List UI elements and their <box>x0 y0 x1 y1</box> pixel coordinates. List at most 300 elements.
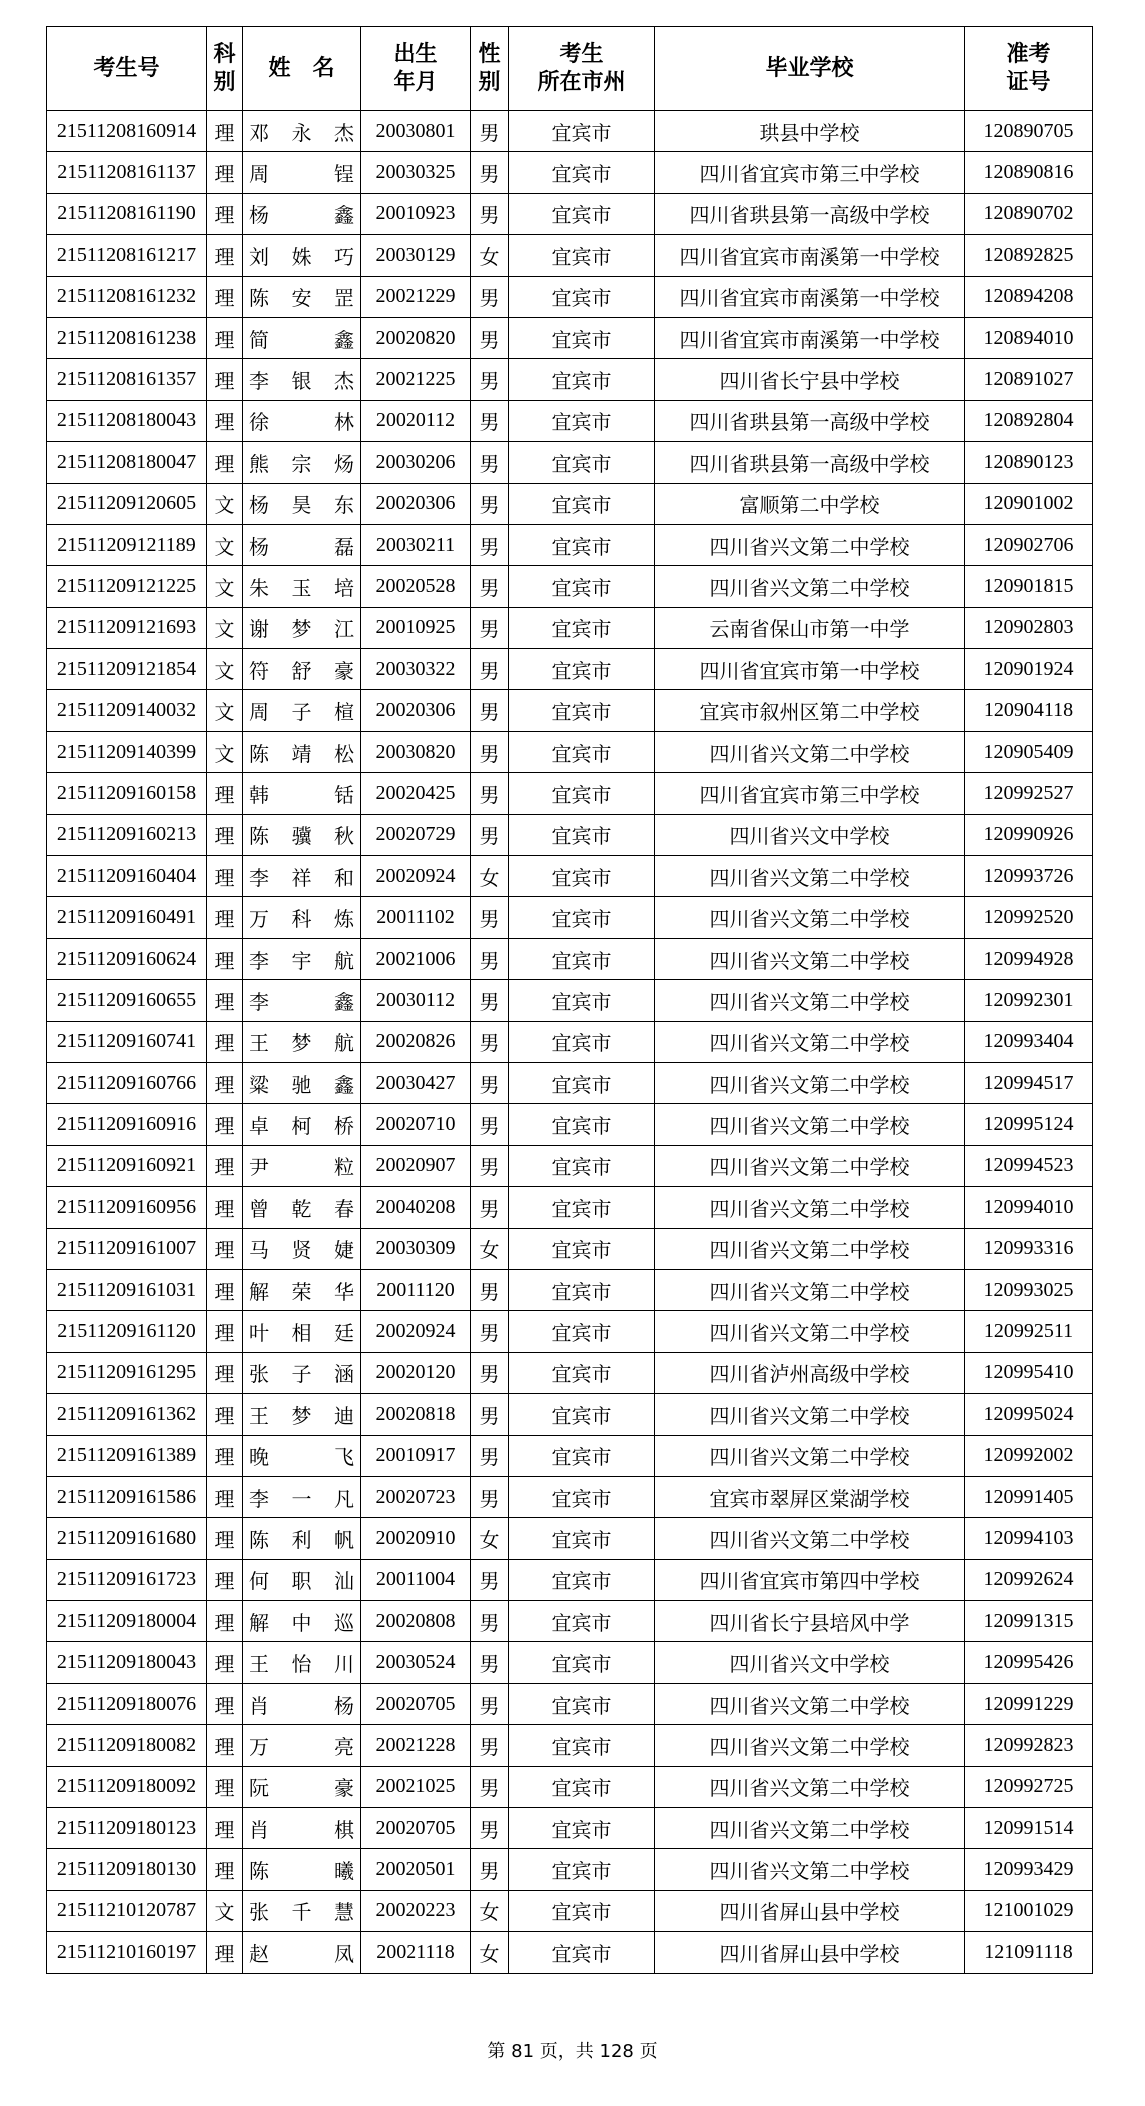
cell-ticket: 120991315 <box>965 1601 1093 1642</box>
cell-gender: 男 <box>471 938 509 979</box>
table-row <box>47 1145 1093 1186</box>
cell-city: 宜宾市 <box>509 1228 655 1269</box>
cell-name: 叶相廷 <box>243 1311 361 1352</box>
cell-ticket: 120992527 <box>965 773 1093 814</box>
cell-birth: 20020907 <box>361 1145 471 1186</box>
col-header-city-line2: 所在市州 <box>537 69 626 95</box>
cell-ticket: 120890702 <box>965 193 1093 234</box>
cell-gender: 男 <box>471 1021 509 1062</box>
col-header-birth-line2: 年月 <box>393 69 438 95</box>
cell-name: 万科炼 <box>243 897 361 938</box>
cell-gender: 男 <box>471 1601 509 1642</box>
cell-ticket: 120901815 <box>965 566 1093 607</box>
cell-subject: 理 <box>207 1435 243 1476</box>
cell-subject: 理 <box>207 1476 243 1517</box>
cell-birth: 20020723 <box>361 1476 471 1517</box>
cell-exam-id: 21511209160213 <box>47 814 207 855</box>
cell-exam-id: 21511209180043 <box>47 1642 207 1683</box>
cell-subject: 理 <box>207 359 243 400</box>
cell-subject: 理 <box>207 1352 243 1393</box>
cell-subject: 理 <box>207 193 243 234</box>
cell-city: 宜宾市 <box>509 152 655 193</box>
cell-name: 李银杰 <box>243 359 361 400</box>
cell-exam-id: 21511209180076 <box>47 1683 207 1724</box>
cell-birth: 20030129 <box>361 235 471 276</box>
cell-city: 宜宾市 <box>509 1269 655 1310</box>
table-row <box>47 1228 1093 1269</box>
cell-gender: 男 <box>471 1766 509 1807</box>
cell-school: 四川省兴文第二中学校 <box>655 1311 965 1352</box>
cell-birth: 20020425 <box>361 773 471 814</box>
cell-birth: 20011120 <box>361 1269 471 1310</box>
cell-ticket: 120993404 <box>965 1021 1093 1062</box>
cell-exam-id: 21511209160655 <box>47 980 207 1021</box>
cell-birth: 20010923 <box>361 193 471 234</box>
table-row <box>47 1601 1093 1642</box>
cell-birth: 20020818 <box>361 1394 471 1435</box>
cell-school: 四川省兴文第二中学校 <box>655 1021 965 1062</box>
cell-school: 四川省珙县第一高级中学校 <box>655 193 965 234</box>
table-row <box>47 1062 1093 1103</box>
cell-school: 四川省兴文第二中学校 <box>655 1808 965 1849</box>
cell-city: 宜宾市 <box>509 649 655 690</box>
cell-name: 王梦迪 <box>243 1394 361 1435</box>
cell-name: 熊宗炀 <box>243 442 361 483</box>
cell-name: 王梦航 <box>243 1021 361 1062</box>
cell-subject: 理 <box>207 1518 243 1559</box>
cell-school: 四川省宜宾市第一中学校 <box>655 649 965 690</box>
table-row <box>47 1352 1093 1393</box>
cell-city: 宜宾市 <box>509 1642 655 1683</box>
cell-city: 宜宾市 <box>509 1104 655 1145</box>
cell-gender: 男 <box>471 400 509 441</box>
cell-school: 四川省宜宾市第四中学校 <box>655 1559 965 1600</box>
cell-city: 宜宾市 <box>509 1311 655 1352</box>
table-row <box>47 1021 1093 1062</box>
cell-birth: 20020112 <box>361 400 471 441</box>
table-row <box>47 111 1093 152</box>
cell-birth: 20020924 <box>361 1311 471 1352</box>
cell-ticket: 120894208 <box>965 276 1093 317</box>
page-footer: 第 81 页，共 128 页 <box>487 2041 658 2062</box>
cell-birth: 20021006 <box>361 938 471 979</box>
cell-birth: 20030325 <box>361 152 471 193</box>
cell-ticket: 120990926 <box>965 814 1093 855</box>
cell-gender: 男 <box>471 1062 509 1103</box>
cell-school: 四川省兴文第二中学校 <box>655 731 965 772</box>
cell-exam-id: 21511208161137 <box>47 152 207 193</box>
cell-subject: 理 <box>207 400 243 441</box>
table-row <box>47 400 1093 441</box>
cell-exam-id: 21511208160914 <box>47 111 207 152</box>
cell-birth: 20020501 <box>361 1849 471 1890</box>
cell-ticket: 120995410 <box>965 1352 1093 1393</box>
cell-name: 刘姝巧 <box>243 235 361 276</box>
table-row <box>47 1518 1093 1559</box>
cell-ticket: 120991229 <box>965 1683 1093 1724</box>
cell-school: 四川省兴文第二中学校 <box>655 1062 965 1103</box>
cell-exam-id: 21511209161723 <box>47 1559 207 1600</box>
cell-school: 四川省宜宾市南溪第一中学校 <box>655 317 965 358</box>
cell-birth: 20020826 <box>361 1021 471 1062</box>
cell-name: 曾乾春 <box>243 1187 361 1228</box>
cell-subject: 理 <box>207 1187 243 1228</box>
cell-birth: 20020705 <box>361 1683 471 1724</box>
cell-name: 尹 粒 <box>243 1145 361 1186</box>
cell-city: 宜宾市 <box>509 1725 655 1766</box>
cell-city: 宜宾市 <box>509 1394 655 1435</box>
cell-gender: 男 <box>471 1642 509 1683</box>
col-header-name: 姓 名 <box>243 27 361 111</box>
cell-city: 宜宾市 <box>509 111 655 152</box>
cell-gender: 男 <box>471 152 509 193</box>
cell-birth: 20020528 <box>361 566 471 607</box>
cell-exam-id: 21511208161232 <box>47 276 207 317</box>
cell-exam-id: 21511209160158 <box>47 773 207 814</box>
cell-gender: 男 <box>471 980 509 1021</box>
table-row <box>47 856 1093 897</box>
cell-birth: 20030211 <box>361 524 471 565</box>
table-row <box>47 1187 1093 1228</box>
cell-gender: 女 <box>471 856 509 897</box>
cell-birth: 20030427 <box>361 1062 471 1103</box>
cell-name: 杨 磊 <box>243 524 361 565</box>
cell-ticket: 120904118 <box>965 690 1093 731</box>
cell-birth: 20021025 <box>361 1766 471 1807</box>
cell-ticket: 120994103 <box>965 1518 1093 1559</box>
cell-subject: 文 <box>207 690 243 731</box>
cell-name: 陈靖松 <box>243 731 361 772</box>
cell-subject: 理 <box>207 1642 243 1683</box>
cell-subject: 理 <box>207 980 243 1021</box>
cell-name: 杨昊东 <box>243 483 361 524</box>
cell-exam-id: 21511209160956 <box>47 1187 207 1228</box>
cell-birth: 20020910 <box>361 1518 471 1559</box>
table-row <box>47 359 1093 400</box>
cell-subject: 理 <box>207 1228 243 1269</box>
cell-subject: 理 <box>207 1601 243 1642</box>
cell-gender: 男 <box>471 690 509 731</box>
cell-city: 宜宾市 <box>509 897 655 938</box>
cell-exam-id: 21511209180092 <box>47 1766 207 1807</box>
cell-city: 宜宾市 <box>509 938 655 979</box>
table-row <box>47 235 1093 276</box>
cell-subject: 理 <box>207 814 243 855</box>
col-header-ticket-line1: 准考 <box>1006 41 1051 67</box>
cell-exam-id: 21511208161217 <box>47 235 207 276</box>
cell-subject: 理 <box>207 1394 243 1435</box>
cell-city: 宜宾市 <box>509 773 655 814</box>
table-row <box>47 731 1093 772</box>
cell-school: 四川省兴文第二中学校 <box>655 1104 965 1145</box>
cell-birth: 20030801 <box>361 111 471 152</box>
cell-city: 宜宾市 <box>509 1559 655 1600</box>
cell-gender: 男 <box>471 442 509 483</box>
cell-school: 四川省宜宾市南溪第一中学校 <box>655 276 965 317</box>
cell-name: 卓柯桥 <box>243 1104 361 1145</box>
cell-school: 云南省保山市第一中学 <box>655 607 965 648</box>
cell-gender: 男 <box>471 1683 509 1724</box>
cell-city: 宜宾市 <box>509 1683 655 1724</box>
cell-gender: 女 <box>471 1890 509 1931</box>
cell-name: 李祥和 <box>243 856 361 897</box>
cell-ticket: 120993316 <box>965 1228 1093 1269</box>
cell-ticket: 120992624 <box>965 1559 1093 1600</box>
cell-ticket: 120993429 <box>965 1849 1093 1890</box>
cell-exam-id: 21511209180130 <box>47 1849 207 1890</box>
cell-name: 解荣华 <box>243 1269 361 1310</box>
cell-city: 宜宾市 <box>509 980 655 1021</box>
cell-city: 宜宾市 <box>509 1808 655 1849</box>
cell-school: 四川省兴文第二中学校 <box>655 980 965 1021</box>
cell-city: 宜宾市 <box>509 1932 655 1973</box>
cell-city: 宜宾市 <box>509 524 655 565</box>
cell-birth: 20021225 <box>361 359 471 400</box>
table-row <box>47 1394 1093 1435</box>
cell-subject: 文 <box>207 649 243 690</box>
col-header-subject-line2: 别 <box>213 69 236 95</box>
cell-name: 邓永杰 <box>243 111 361 152</box>
cell-school: 四川省长宁县中学校 <box>655 359 965 400</box>
table-row <box>47 566 1093 607</box>
cell-city: 宜宾市 <box>509 814 655 855</box>
cell-ticket: 120994523 <box>965 1145 1093 1186</box>
cell-city: 宜宾市 <box>509 483 655 524</box>
table-row <box>47 317 1093 358</box>
cell-ticket: 120905409 <box>965 731 1093 772</box>
table-row <box>47 1766 1093 1807</box>
cell-subject: 理 <box>207 856 243 897</box>
cell-birth: 20030112 <box>361 980 471 1021</box>
cell-exam-id: 21511209180082 <box>47 1725 207 1766</box>
table-row <box>47 773 1093 814</box>
cell-subject: 理 <box>207 1932 243 1973</box>
cell-exam-id: 21511209180123 <box>47 1808 207 1849</box>
cell-city: 宜宾市 <box>509 607 655 648</box>
col-header-subject <box>207 27 243 111</box>
cell-city: 宜宾市 <box>509 1890 655 1931</box>
cell-subject: 理 <box>207 1766 243 1807</box>
cell-birth: 20011102 <box>361 897 471 938</box>
cell-school: 四川省兴文第二中学校 <box>655 1518 965 1559</box>
cell-school: 四川省兴文第二中学校 <box>655 1766 965 1807</box>
cell-name: 周子楦 <box>243 690 361 731</box>
cell-ticket: 120902706 <box>965 524 1093 565</box>
cell-exam-id: 21511209120605 <box>47 483 207 524</box>
cell-subject: 文 <box>207 524 243 565</box>
table-row <box>47 1311 1093 1352</box>
cell-subject: 文 <box>207 731 243 772</box>
cell-school: 四川省兴文中学校 <box>655 1642 965 1683</box>
cell-city: 宜宾市 <box>509 1187 655 1228</box>
cell-ticket: 120992002 <box>965 1435 1093 1476</box>
cell-name: 李一凡 <box>243 1476 361 1517</box>
cell-birth: 20030206 <box>361 442 471 483</box>
table-row <box>47 152 1093 193</box>
cell-subject: 理 <box>207 1311 243 1352</box>
header-row <box>47 27 1093 111</box>
cell-school: 四川省兴文第二中学校 <box>655 524 965 565</box>
table-row <box>47 1890 1093 1931</box>
cell-ticket: 120901924 <box>965 649 1093 690</box>
table-row <box>47 483 1093 524</box>
cell-ticket: 120890705 <box>965 111 1093 152</box>
cell-exam-id: 21511209160741 <box>47 1021 207 1062</box>
table-row <box>47 938 1093 979</box>
cell-subject: 理 <box>207 1559 243 1600</box>
cell-name: 陈利帆 <box>243 1518 361 1559</box>
cell-name: 李 鑫 <box>243 980 361 1021</box>
cell-school: 四川省珙县第一高级中学校 <box>655 442 965 483</box>
cell-birth: 20010925 <box>361 607 471 648</box>
cell-school: 四川省兴文第二中学校 <box>655 1849 965 1890</box>
cell-school: 四川省兴文第二中学校 <box>655 1187 965 1228</box>
table-row <box>47 1932 1093 1973</box>
cell-gender: 男 <box>471 897 509 938</box>
cell-school: 四川省泸州高级中学校 <box>655 1352 965 1393</box>
cell-gender: 女 <box>471 1932 509 1973</box>
cell-ticket: 120892825 <box>965 235 1093 276</box>
cell-gender: 男 <box>471 1476 509 1517</box>
col-header-city-line1: 考生 <box>559 41 604 67</box>
cell-subject: 理 <box>207 1849 243 1890</box>
cell-exam-id: 21511209161586 <box>47 1476 207 1517</box>
cell-city: 宜宾市 <box>509 317 655 358</box>
table-row <box>47 442 1093 483</box>
cell-name: 解中巡 <box>243 1601 361 1642</box>
table-row <box>47 814 1093 855</box>
cell-subject: 文 <box>207 607 243 648</box>
cell-birth: 20020306 <box>361 690 471 731</box>
cell-city: 宜宾市 <box>509 1145 655 1186</box>
cell-city: 宜宾市 <box>509 856 655 897</box>
table-row <box>47 1435 1093 1476</box>
cell-exam-id: 21511209160921 <box>47 1145 207 1186</box>
cell-gender: 女 <box>471 235 509 276</box>
cell-name: 何职汕 <box>243 1559 361 1600</box>
cell-birth: 20020710 <box>361 1104 471 1145</box>
cell-gender: 男 <box>471 1725 509 1766</box>
cell-gender: 男 <box>471 1435 509 1476</box>
cell-exam-id: 21511209160916 <box>47 1104 207 1145</box>
cell-city: 宜宾市 <box>509 1849 655 1890</box>
table-row <box>47 1104 1093 1145</box>
col-header-birth <box>361 27 471 111</box>
col-header-gender <box>471 27 509 111</box>
col-header-id: 考生号 <box>47 27 207 111</box>
cell-city: 宜宾市 <box>509 731 655 772</box>
cell-subject: 理 <box>207 317 243 358</box>
cell-gender: 男 <box>471 276 509 317</box>
cell-subject: 理 <box>207 235 243 276</box>
cell-school: 四川省长宁县培风中学 <box>655 1601 965 1642</box>
cell-name: 陈骥秋 <box>243 814 361 855</box>
cell-exam-id: 21511209161389 <box>47 1435 207 1476</box>
cell-birth: 20020223 <box>361 1890 471 1931</box>
cell-ticket: 120995124 <box>965 1104 1093 1145</box>
cell-birth: 20020306 <box>361 483 471 524</box>
col-header-ticket-line2: 证号 <box>1006 69 1051 95</box>
cell-name: 简 鑫 <box>243 317 361 358</box>
cell-exam-id: 21511209140032 <box>47 690 207 731</box>
cell-exam-id: 21511208161238 <box>47 317 207 358</box>
cell-name: 晚 飞 <box>243 1435 361 1476</box>
cell-ticket: 120992823 <box>965 1725 1093 1766</box>
cell-ticket: 120993726 <box>965 856 1093 897</box>
cell-city: 宜宾市 <box>509 1021 655 1062</box>
cell-school: 四川省兴文第二中学校 <box>655 1145 965 1186</box>
cell-gender: 男 <box>471 1352 509 1393</box>
cell-gender: 男 <box>471 1269 509 1310</box>
cell-city: 宜宾市 <box>509 1601 655 1642</box>
cell-birth: 20030820 <box>361 731 471 772</box>
cell-name: 阮 豪 <box>243 1766 361 1807</box>
cell-subject: 理 <box>207 773 243 814</box>
table-row <box>47 1642 1093 1683</box>
cell-subject: 文 <box>207 566 243 607</box>
col-header-birth-line1: 出生 <box>393 41 438 67</box>
cell-name: 马贤婕 <box>243 1228 361 1269</box>
cell-exam-id: 21511209121189 <box>47 524 207 565</box>
cell-ticket: 121091118 <box>965 1932 1093 1973</box>
cell-birth: 20020705 <box>361 1808 471 1849</box>
cell-exam-id: 21511209180004 <box>47 1601 207 1642</box>
cell-gender: 男 <box>471 483 509 524</box>
col-header-ticket <box>965 27 1093 111</box>
cell-gender: 女 <box>471 1518 509 1559</box>
cell-exam-id: 21511209140399 <box>47 731 207 772</box>
cell-city: 宜宾市 <box>509 400 655 441</box>
cell-birth: 20021228 <box>361 1725 471 1766</box>
cell-gender: 男 <box>471 607 509 648</box>
cell-subject: 理 <box>207 111 243 152</box>
cell-ticket: 120890123 <box>965 442 1093 483</box>
cell-name: 张千慧 <box>243 1890 361 1931</box>
cell-city: 宜宾市 <box>509 566 655 607</box>
cell-birth: 20030524 <box>361 1642 471 1683</box>
table-row <box>47 1683 1093 1724</box>
cell-school: 四川省兴文第二中学校 <box>655 938 965 979</box>
cell-city: 宜宾市 <box>509 1435 655 1476</box>
cell-name: 谢梦江 <box>243 607 361 648</box>
cell-gender: 男 <box>471 1104 509 1145</box>
cell-birth: 20010917 <box>361 1435 471 1476</box>
cell-subject: 理 <box>207 1808 243 1849</box>
cell-birth: 20021229 <box>361 276 471 317</box>
col-header-gender-line1: 性 <box>478 41 501 67</box>
cell-exam-id: 21511208161357 <box>47 359 207 400</box>
cell-exam-id: 21511209121693 <box>47 607 207 648</box>
cell-exam-id: 21511209160491 <box>47 897 207 938</box>
cell-ticket: 120995024 <box>965 1394 1093 1435</box>
cell-exam-id: 21511210160197 <box>47 1932 207 1973</box>
cell-gender: 男 <box>471 649 509 690</box>
cell-school: 四川省屏山县中学校 <box>655 1890 965 1931</box>
cell-ticket: 120901002 <box>965 483 1093 524</box>
cell-city: 宜宾市 <box>509 1476 655 1517</box>
col-header-city <box>509 27 655 111</box>
cell-gender: 男 <box>471 1187 509 1228</box>
cell-school: 宜宾市叙州区第二中学校 <box>655 690 965 731</box>
table-row <box>47 690 1093 731</box>
cell-ticket: 120994928 <box>965 938 1093 979</box>
cell-ticket: 120992520 <box>965 897 1093 938</box>
cell-school: 四川省兴文第二中学校 <box>655 566 965 607</box>
cell-birth: 20040208 <box>361 1187 471 1228</box>
cell-school: 四川省宜宾市第三中学校 <box>655 773 965 814</box>
cell-school: 四川省兴文第二中学校 <box>655 897 965 938</box>
table-row <box>47 1476 1093 1517</box>
